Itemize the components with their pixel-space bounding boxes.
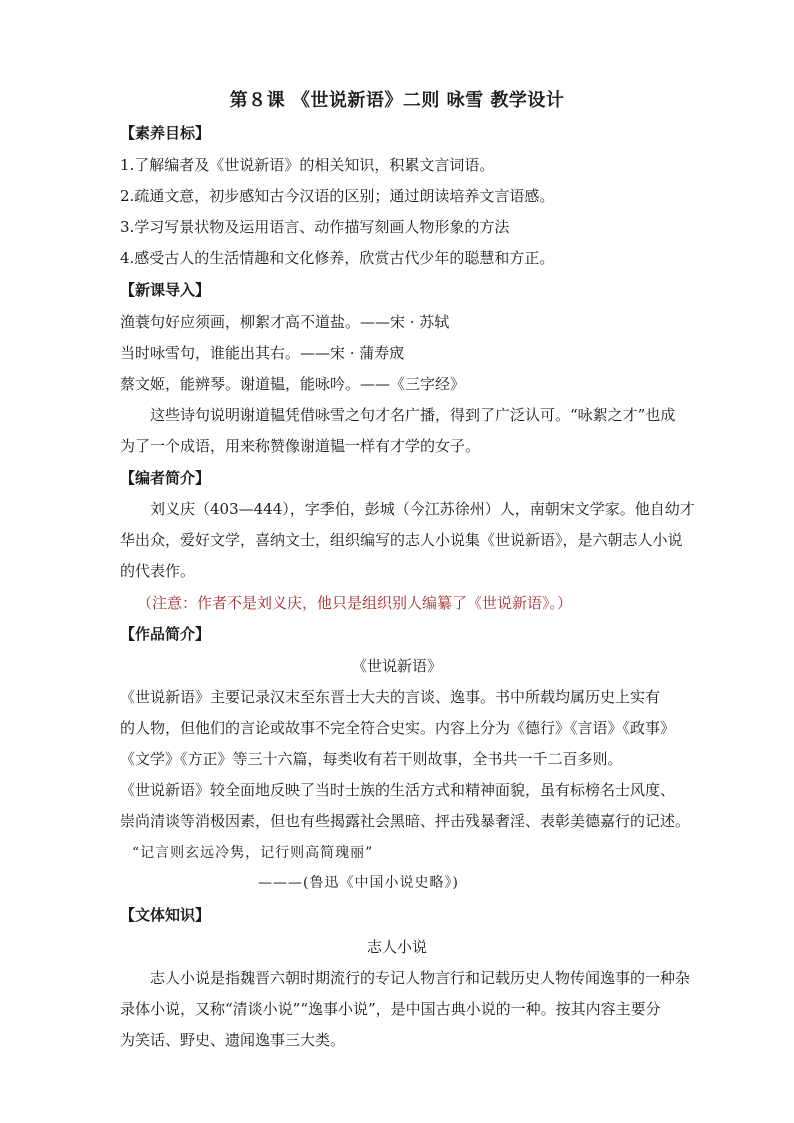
work-line-2: 的人物，但他们的言论或故事不完全符合史实。内容上分为《德行》《言语》《政事》 — [120, 719, 676, 737]
genre-line-3: 为笑话、野史、遗闻逸事三大类。 — [120, 1031, 346, 1049]
intro-line-3: 蔡文姬，能辨琴。谢道韫，能咏吟。——《三字经》 — [120, 375, 466, 393]
intro-line-2: 当时咏雪句，谁能出其右。——宋 · 蒲寿宬 — [120, 344, 405, 362]
work-center-title: 《世说新语》 — [351, 657, 442, 675]
intro-line-1: 渔蓑句好应须画，柳絮才高不道盐。——宋 · 苏轼 — [120, 313, 450, 331]
genre-center-title: 志人小说 — [366, 938, 427, 956]
quote-source: ———(鲁迅《中国小说史略》) — [258, 875, 459, 891]
intro-paragraph-line-1: 这些诗句说明谢道韫凭借咏雪之句才名广播，得到了广泛认可。“咏絮之才”也成 — [150, 406, 676, 424]
editor-line-3: 的代表作。 — [120, 562, 196, 580]
page-title: 第８课 《世说新语》二则 咏雪 教学设计 — [229, 90, 565, 111]
section-head-genre: 【文体知识】 — [120, 906, 211, 924]
work-line-5: 崇尚清谈等消极因素，但也有些揭露社会黑暗、抨击残暴奢淫、表彰美德嘉行的记述。 — [120, 812, 691, 830]
lu-xun-quote: “记言则玄远冷隽，记行则高简瑰丽” — [132, 845, 374, 861]
section-head-work: 【作品简介】 — [120, 625, 211, 643]
editor-note: （注意：作者不是刘义庆，他只是组织别人编纂了《世说新语》。） — [137, 594, 573, 612]
section-head-intro: 【新课导入】 — [120, 281, 211, 299]
section-head-editor: 【编者简介】 — [120, 469, 211, 487]
intro-paragraph-line-2: 为了一个成语，用来称赞像谢道韫一样有才学的女子。 — [120, 437, 481, 455]
genre-line-1: 志人小说是指魏晋六朝时期流行的专记人物言行和记载历史人物传闻逸事的一种杂 — [150, 969, 691, 987]
genre-line-2: 录体小说，又称“清谈小说”“逸事小说”，是中国古典小说的一种。按其内容主要分 — [120, 1000, 661, 1018]
editor-line-1: 刘义庆（403—444），字季伯，彭城（今江苏徐州）人，南朝宋文学家。他自幼才 — [150, 500, 695, 518]
work-line-3: 《文学》《方正》等三十六篇，每类收有若干则故事，全书共一千二百多则。 — [120, 750, 623, 768]
goal-item-1: 1.了解编者及《世说新语》的相关知识，积累文言词语。 — [120, 156, 495, 174]
section-head-goals: 【素养目标】 — [120, 124, 211, 142]
goal-item-3: 3.学习写景状物及运用语言、动作描写刻画人物形象的方法 — [120, 218, 510, 236]
goal-item-2: 2.疏通文意，初步感知古今汉语的区别；通过朗读培养文言语感。 — [120, 187, 555, 205]
work-line-1: 《世说新语》主要记录汉末至东晋士大夫的言谈、逸事。书中所载均属历史上实有 — [120, 688, 661, 706]
editor-line-2: 华出众，爱好文学，喜纳文士，组织编写的志人小说集《世说新语》，是六朝志人小说 — [120, 531, 683, 549]
work-line-4: 《世说新语》较全面地反映了当时士族的生活方式和精神面貌，虽有标榜名士风度、 — [120, 781, 676, 799]
goal-item-4: 4.感受古人的生活情趣和文化修养，欣赏古代少年的聪慧和方正。 — [120, 249, 555, 267]
